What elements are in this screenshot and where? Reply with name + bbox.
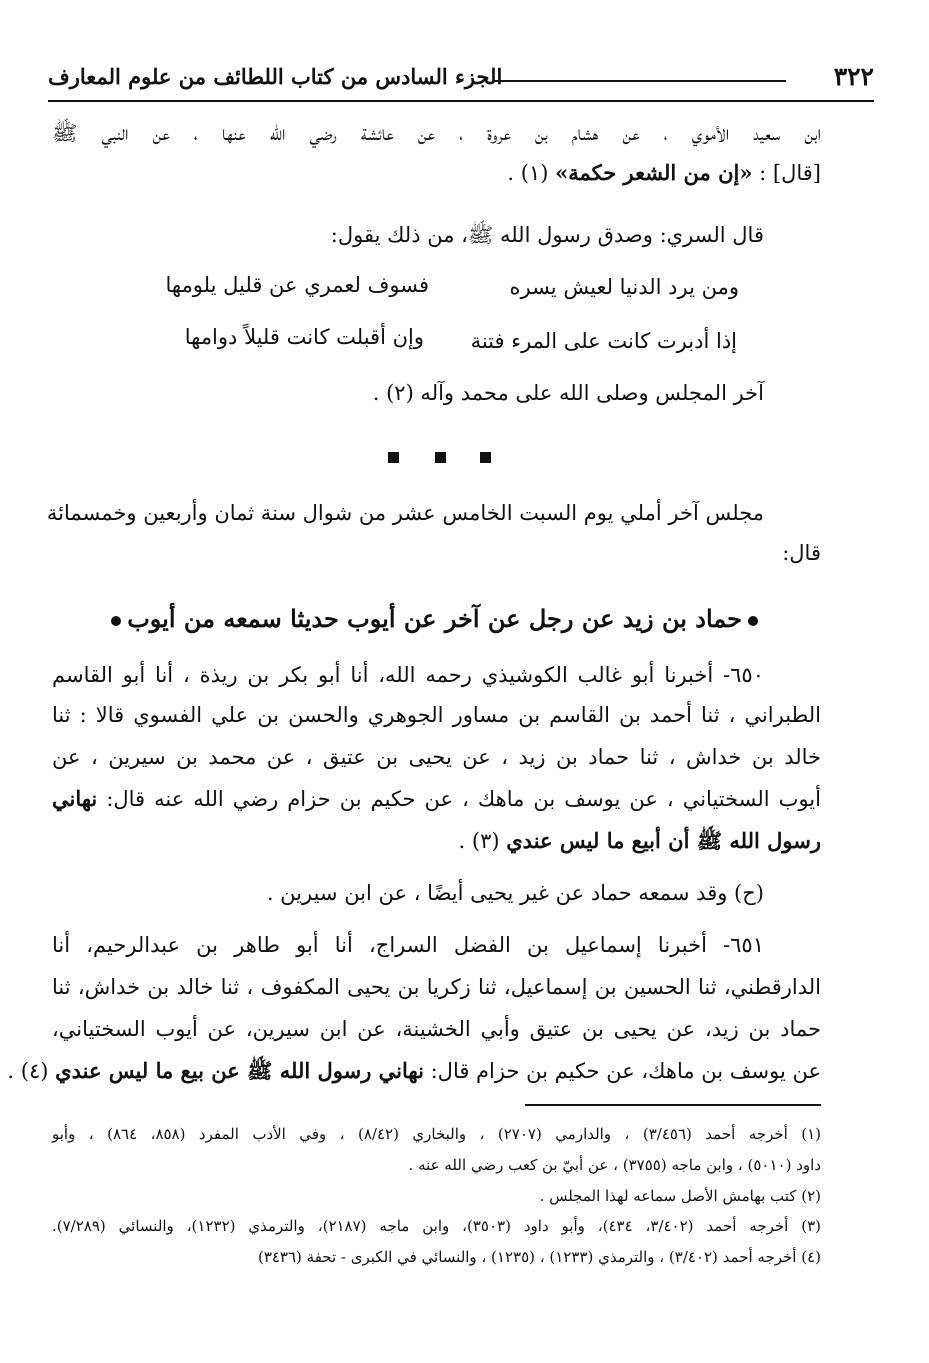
footnote: داود (٥٠١٠) ، وابن ماجه (٣٧٥٥) ، عن أبيّ بن كعب رضي الله عنه . [408,1156,821,1174]
footnote-ref: (٣) . [458,829,500,853]
book-title: الجزء السادس من كتاب اللطائف من علوم المعارف [48,64,503,89]
text-line [7,1056,821,1086]
footnote: (١) أخرجه أحمد (٣/٤٥٦) ، والدارمي (٢٧٠٧) ، والبخاري (٨/٤٢) ، وفي الأدب المفرد (٨٥٨، ٨٦٤) ، وأبو [52,1125,822,1143]
text-line: قال السري: وصدق رسول الله ﷺ، من ذلك يقول: [330,223,764,247]
section-heading [105,604,764,634]
text-line [459,826,821,856]
text-fragment: أيوب السختياني ، عن يوسف بن ماهك ، عن حكيم بن حزام رضي الله عنه قال: [106,787,821,811]
running-header [48,60,874,102]
hadith-quote: نهاني رسول الله ﷺ عن بيع ما ليس عندي [55,1058,424,1083]
text-line [52,784,821,814]
separator-square [480,452,491,463]
text-line: مجلس آخر أملي يوم السبت الخامس عشر من شوال سنة ثمان وأربعين وخمسمائة [46,501,764,525]
section-separator [380,452,500,468]
hadith-quote: نهاني [52,786,98,811]
page-number: ٣٢٢ [833,62,874,91]
text-fragment: عن يوسف بن ماهك، عن حكيم بن حزام قال: [430,1059,821,1083]
verse-hemistich: ومن يرد الدنيا لعيش يسره [509,275,739,299]
text-line: ابن سعيد الأموي ، عن هشام بن عروة ، عن عائشة رضي الله عنها ، عن النبي ﷺ [52,121,821,145]
heading-text: حماد بن زيد عن رجل عن آخر عن أيوب حديثا سمعه من أيوب [127,604,742,633]
text-line: ٦٥٠- أخبرنا أبو غالب الكوشيذي رحمه الله، أنا أبو بكر بن ريذة ، أنا أبو القاسم [52,663,764,687]
footnote: (٤) أخرجه أحمد (٣/٤٠٢) ، والترمذي (١٢٣٣) ، (١٢٣٥) ، والنسائي في الكبرى - تحفة (٣٤٣٦) [257,1248,821,1266]
bullet-icon [748,616,758,626]
verse-hemistich: وإن أقبلت كانت قليلاً دوامها [184,325,424,349]
header-rule [493,80,786,82]
footnote-rule [525,1104,821,1106]
text-line: قال: [782,541,821,565]
footnote: (٢) كتب بهامش الأصل سماعه لهذا المجلس . [539,1187,821,1205]
hadith-quote: رسول الله ﷺ أن أبيع ما ليس عندي [506,828,821,853]
footnote-ref: (٤) . [7,1059,49,1083]
text-line: حماد بن زيد، عن يحيى بن عتيق وأبي الخشينة، عن ابن سيرين، عن أيوب السختياني، [52,1017,821,1041]
text-line: ٦٥١- أخبرنا إسماعيل بن الفضل السراج، أنا أبو طاهر بن عبدالرحيم، أنا [52,933,764,957]
separator-square [435,452,446,463]
text-line: (ح) وقد سمعه حماد عن غير يحيى أيضًا ، عن ابن سيرين . [266,881,764,905]
verse-hemistich: فسوف لعمري عن قليل يلومها [165,273,429,297]
bullet-icon [111,616,121,626]
text-line: الدارقطني، ثنا الحسين بن إسماعيل، ثنا زكريا بن يحيى المكفوف ، ثنا خالد بن خداش، ثنا [52,975,821,999]
footnote-ref: (١) . [507,161,549,185]
text-line: الطبراني ، ثنا أحمد بن القاسم بن مساور الجوهري والحسن بن علي الفسوي قالا : ثنا [52,703,821,727]
hadith-quote: «إن من الشعر حكمة» [555,160,753,185]
separator-square [388,452,399,463]
text-line [507,158,821,188]
text-line: آخر المجلس وصلى الله على محمد وآله (٢) . [372,381,764,405]
verse-hemistich: إذا أدبرت كانت على المرء فتنة [470,329,737,353]
footnote: (٣) أخرجه أحمد (٣/٤٠٢، ٤٣٤)، وأبو داود (٣٥٠٣)، وابن ماجه (٢١٨٧)، والترمذي (١٢٣٢)، والنسائي (٧/٢٨٩). [52,1217,822,1235]
text-line: خالد بن خداش ، ثنا حماد بن زيد ، عن يحيى بن عتيق ، عن محمد بن سيرين ، عن [52,745,821,769]
text-fragment: [قال] : [759,161,821,185]
